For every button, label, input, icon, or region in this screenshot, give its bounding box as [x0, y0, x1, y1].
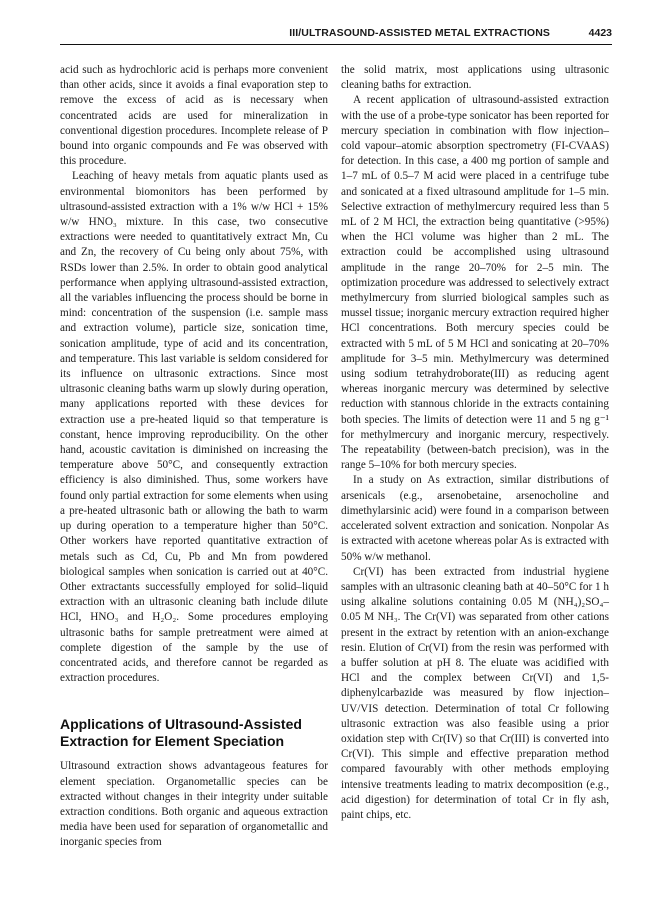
paragraph: Cr(VI) has been extracted from industrial hygiene samples with an ultrasonic cleaning bath at 40–50°C for 1 h using alkaline solutions containing 0.05 M (NH₄)₂SO₄–0.05 M NH₃. The Cr(VI) was separated from other cations present in the extract by retention with an anion-exchange resin. Elution of Cr(VI) from the resin was performed with a buffer solution at pH 8. The eluate was acidified with HCl and the complex between Cr(VI) and 1,5-diphenylcarbazide was measured by flow injection–UV/VIS detection. Determination of total Cr following ultrasonic extraction was also feasible using a prior oxidation step with Cr(IV) so that Cr(III) is converted into Cr(VI). This simple and effective preparation method compared favourably with other methods employing intensive treatments leading to matrix decomposition (e.g., acid digestion) for determination of total Cr in fly ash, paint chips, etc. [341, 565, 609, 821]
paragraph: the solid matrix, most applications using ultrasonic cleaning baths for extraction. [341, 64, 609, 92]
paragraph: Ultrasound extraction shows advantageous features for element speciation. Organometallic species can be extracted without changes in their integrity under suitable extraction conditions. Both organic and aqueous extraction media have been used for separation of organometallic and inorganic species from [60, 760, 328, 849]
page-number: 4423 [588, 27, 612, 39]
page-header [60, 24, 612, 45]
running-title: III/ULTRASOUND-ASSISTED METAL EXTRACTIONS [289, 27, 550, 39]
section-heading: Applications of Ultrasound-Assisted Extraction for Element Speciation [60, 716, 302, 750]
paragraph: acid such as hydrochloric acid is perhaps more convenient than other acids, since it avoids a final evaporation step to remove the excess of acid as is necessary when concentrated acids are used for mineralization in conventional digestion procedures. Incomplete release of P bound into organic compounds and Fe was observed with this procedure. [60, 64, 328, 168]
paragraph: A recent application of ultrasound-assisted extraction with the use of a probe-type sonicator has been reported for mercury speciation in combination with flow injection–cold vapour–atomic absorption spectrometry (FI-CVAAS) for detection. In this case, a 400 mg portion of sample and 1–7 mL of 0.5–7 M acid were placed in a centrifuge tube and sonicated at a fixed ultrasound amplitude for 1–5 min. Selective extraction of methylmercury required less than 5 mL of 2 M HCl, the extraction being quantitative (>95%) when the HCl volume was higher than 2 mL. The extraction could be accomplished using ultrasound amplitude in the range 20–70% for 2–5 min. The optimization procedure was addressed to selectively extract methylmercury from slurried biological samples such as mussel tissue; inorganic mercury extraction required higher HCl concentrations. Both mercury species could be extracted with 5 mL of 5 M HCl and sonicating at 20–70% amplitude for 3–5 min. Methylmercury was determined using sodium tetrahydroborate(III) as reducing agent whereas inorganic mercury was determined by selective reduction with stannous chloride in the extracts containing both species. The limits of detection were 11 and 5 ng g⁻¹ for methylmercury and inorganic mercury, respectively. The repeatability (between-batch precision), was in the range 5–10% for both mercury species. [341, 94, 609, 472]
right-column [341, 63, 609, 823]
left-column [60, 63, 328, 851]
paragraph: In a study on As extraction, similar distributions of arsenicals (e.g., arsenobetaine, arsenocholine and dimethylarsinic acid) were found in a comparison between accelerated solvent extraction and sonication. Nonpolar As is extracted with acetone whereas polar As is extracted with 50% w/w methanol. [341, 474, 609, 563]
paragraph: Leaching of heavy metals from aquatic plants used as environmental biomonitors has been performed by ultrasound-assisted extraction with a 1% w/w HCl + 15% w/w HNO₃ mixture. In this case, two consecutive extractions were needed to quantitatively extract Mn, Cu and Zn, the recovery of Cu being only about 75%, with RSDs lower than 2.5%. In order to obtain good analytical performance when applying ultrasound-assisted extraction, all the variables influencing the process should be borne in mind: concentration of the suspension (i.e. sample mass and extraction volume), particle size, sonication time, sonication amplitude, type of acid and its concentration, and temperature. This last variable is seldom considered for its influence on ultrasonic extractions. Since most ultrasonic cleaning baths warm up slowly during operation, many applications reported with these devices for extraction use a pre-heated liquid so that temperature is constant, hence improving reproducibility. On the other hand, acoustic cavitation is diminished on increasing the temperature above 50°C, and consequently extraction efficiency is also diminished. Thus, some workers have found only partial extraction for some elements when using a pre-heated ultrasonic bath or allowing the bath to warm up during operation to a temperature higher than 50°C. Other workers have reported quantitative extraction of metals such as Cd, Cu, Pb and Mn from powdered biological samples when sonication is carried out at 40°C. Other extractants successfully employed for solid–liquid extraction with an ultrasonic cleaning bath include dilute HCl, HNO₃ and H₂O₂. Some procedures employing ultrasonic baths for sample pretreatment were aimed at complete digestion of the sample by the use of concentrated acids, and therefore cannot be regarded as extraction procedures. [60, 170, 328, 685]
